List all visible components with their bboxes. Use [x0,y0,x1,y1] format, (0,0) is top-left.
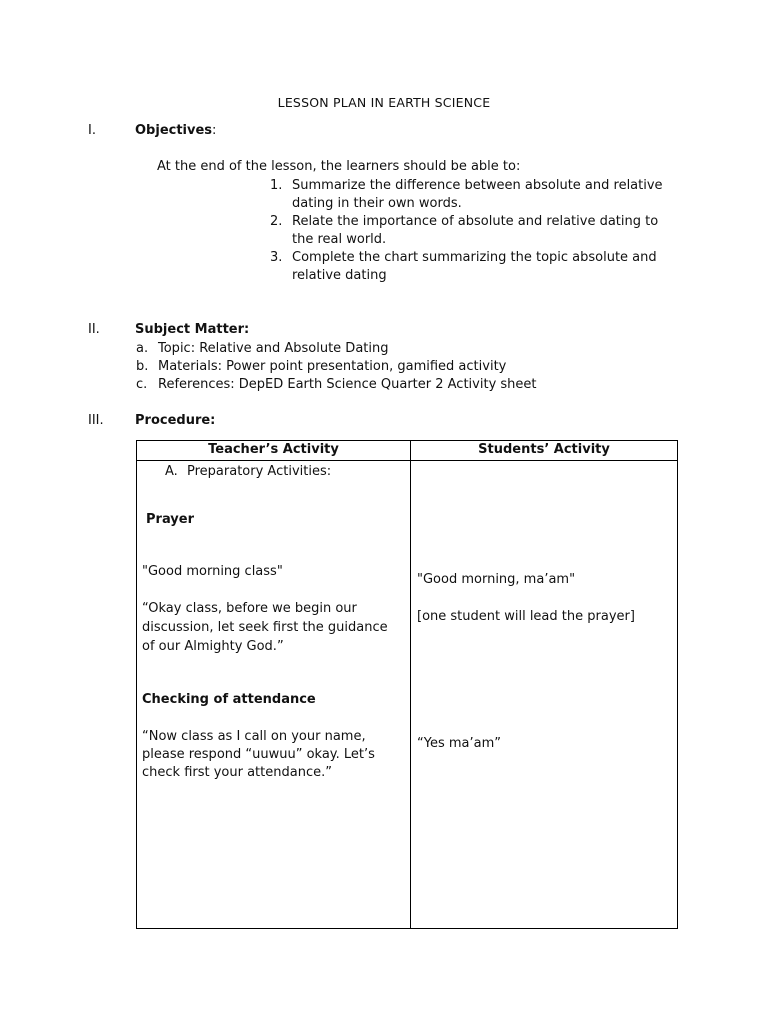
item-text: References: DepED Earth Science Quarter 2 Activity sheet [158,377,537,392]
document-title: LESSON PLAN IN EARTH SCIENCE [277,95,491,110]
preparatory-letter: A. [165,464,178,479]
students-activity-cell [411,461,678,929]
item-letter: b. [136,359,149,374]
teacher-attendance-line: “Now class as I call on your name, please respond “uuwuu” okay. Let’s check first your attendance.” [142,729,375,780]
table-row [137,461,678,929]
attendance-heading: Checking of attendance [142,692,316,707]
section-numeral-subject-matter: II. [88,322,100,337]
subject-matter-item [136,358,537,376]
objectives-heading-line [135,122,216,140]
procedure-heading: Procedure: [135,413,216,428]
preparatory-heading: Preparatory Activities: [187,464,332,479]
objective-text: Relate the importance of absolute and relative dating to the real world. [292,214,659,247]
table-header-row [137,441,678,461]
section-numeral-objectives: I. [88,123,96,138]
objective-number: 3. [270,250,283,265]
objective-item [270,213,670,249]
subject-matter-item [136,340,537,358]
students-greeting-reply: "Good morning, ma’am" [417,572,576,587]
objective-item [270,177,670,213]
prayer-heading: Prayer [146,512,195,527]
subject-matter-item [136,376,537,394]
teacher-activity-cell [137,461,411,929]
objective-number: 1. [270,178,283,193]
item-letter: c. [136,377,148,392]
students-activity-header: Students’ Activity [411,441,678,461]
objective-item [270,249,670,285]
objectives-heading: Objectives [135,123,213,138]
objective-text: Complete the chart summarizing the topic absolute and relative dating [292,250,657,283]
students-prayer-reply: [one student will lead the prayer] [417,609,635,624]
item-text: Materials: Power point presentation, gamified activity [158,359,507,374]
objectives-intro: At the end of the lesson, the learners should be able to: [157,159,521,174]
objective-number: 2. [270,214,283,229]
item-letter: a. [136,341,149,356]
objectives-list [270,177,670,285]
procedure-table [136,440,678,929]
subject-matter-heading: Subject Matter: [135,322,250,337]
teacher-activity-header: Teacher’s Activity [137,441,411,461]
students-attendance-reply: “Yes ma’am” [417,736,501,751]
subject-matter-list [136,340,537,394]
section-numeral-procedure: III. [88,413,104,428]
objectives-colon: : [212,123,217,138]
objective-text: Summarize the difference between absolute and relative dating in their own words. [292,178,663,211]
teacher-greeting: "Good morning class" [142,564,283,579]
item-text: Topic: Relative and Absolute Dating [158,341,389,356]
teacher-prayer-line: “Okay class, before we begin our discussion, let seek first the guidance of our Almighty God.” [142,601,388,654]
